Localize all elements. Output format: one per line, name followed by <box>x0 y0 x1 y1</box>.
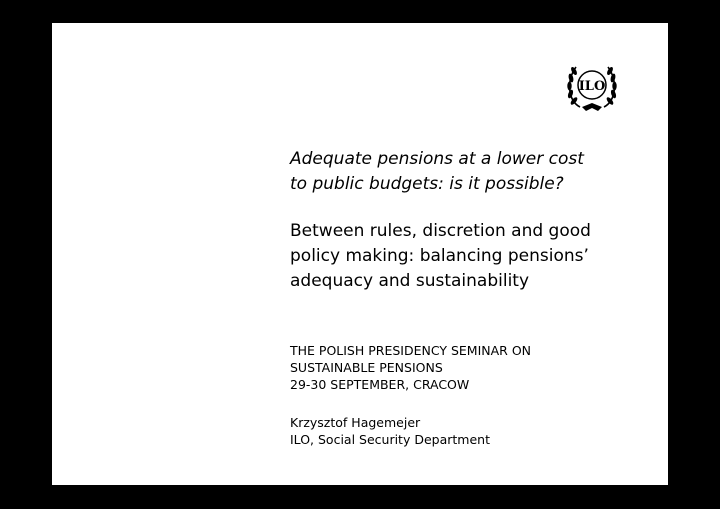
seminar-line: 29-30 SEPTEMBER, CRACOW <box>290 377 470 392</box>
title-line: adequacy and sustainability <box>290 271 530 291</box>
question-line: Adequate pensions at a lower cost <box>290 149 584 169</box>
author-affiliation: ILO, Social Security Department <box>290 432 490 447</box>
question-line: to public budgets: is it possible? <box>290 174 564 194</box>
logo-text: ILO <box>578 79 606 94</box>
ilo-emblem-icon <box>562 57 622 113</box>
question-heading <box>290 147 660 197</box>
seminar-line: THE POLISH PRESIDENCY SEMINAR ON <box>290 343 532 358</box>
title-line: Between rules, discretion and good <box>290 221 591 241</box>
slide <box>52 23 668 485</box>
slide-content <box>290 147 660 448</box>
author-info <box>290 414 660 448</box>
presentation-title <box>290 219 660 294</box>
author-name: Krzysztof Hagemejer <box>290 415 421 430</box>
title-line: policy making: balancing pensions’ <box>290 246 589 266</box>
seminar-line: SUSTAINABLE PENSIONS <box>290 360 443 375</box>
seminar-info <box>290 342 660 393</box>
